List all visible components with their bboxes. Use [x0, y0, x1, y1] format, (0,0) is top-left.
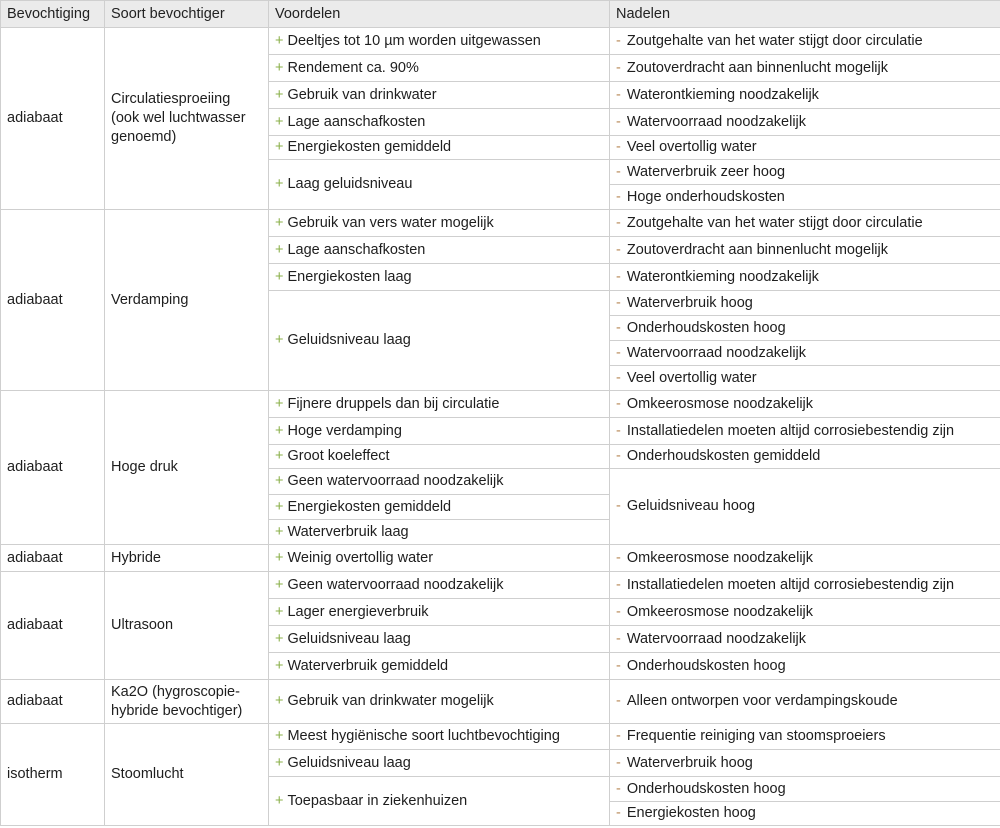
soort-cell: Circulatiesproeiing (ook wel luchtwasser genoemd): [105, 28, 269, 210]
nadeel-cell: [610, 777, 1000, 802]
voordeel-cell: [269, 160, 610, 210]
voordeel-text: Gebruik van drinkwater mogelijk: [287, 693, 494, 709]
voordeel-cell: [269, 418, 610, 445]
table-row: [1, 680, 1000, 724]
voordeel-text: Geen watervoorraad noodzakelijk: [287, 473, 504, 489]
nadeel-cell: [610, 599, 1000, 626]
nadeel-cell: [610, 545, 1000, 572]
soort-cell: Hybride: [105, 545, 269, 572]
nadeel-text: Onderhoudskosten hoog: [626, 319, 786, 336]
voordeel-text: Geluidsniveau laag: [287, 754, 411, 771]
header-bevochtiging: Bevochtiging: [1, 1, 105, 28]
nadeel-text: Energiekosten hoog: [626, 805, 756, 821]
nadeel-cell: [610, 626, 1000, 653]
nadeel-text: Alleen ontworpen voor verdampingskoude: [626, 693, 898, 709]
voordeel-text: Geen watervoorraad noodzakelijk: [287, 576, 504, 593]
nadeel-cell: [610, 445, 1000, 469]
nadeel-cell: [610, 750, 1000, 777]
voordeel-text: Groot koeleffect: [287, 448, 390, 464]
nadeel-cell: [610, 802, 1000, 826]
minus-icon: -: [616, 59, 621, 76]
header-row: [1, 1, 1000, 28]
voordeel-text: Lage aanschafkosten: [287, 241, 426, 258]
nadeel-cell: [610, 572, 1000, 599]
nadeel-text: Onderhoudskosten hoog: [626, 657, 786, 674]
nadeel-cell: [610, 316, 1000, 341]
nadeel-cell: [610, 366, 1000, 391]
plus-icon: +: [275, 693, 284, 709]
minus-icon: -: [616, 805, 621, 821]
minus-icon: -: [616, 86, 621, 103]
voordeel-text: Meest hygiënische soort luchtbevochtiging: [287, 728, 560, 744]
plus-icon: +: [275, 630, 284, 647]
voordeel-text: Lager energieverbruik: [287, 603, 429, 620]
voordeel-cell: [269, 82, 610, 109]
nadeel-cell: [610, 237, 1000, 264]
plus-icon: +: [275, 422, 284, 439]
nadeel-cell: [610, 82, 1000, 109]
voordeel-cell: [269, 599, 610, 626]
voordeel-cell: [269, 495, 610, 520]
nadeel-cell: [610, 160, 1000, 185]
nadeel-cell: [610, 210, 1000, 237]
minus-icon: -: [616, 163, 621, 180]
nadeel-cell: [610, 391, 1000, 418]
minus-icon: -: [616, 188, 621, 205]
plus-icon: +: [275, 59, 284, 76]
header-voordelen: Voordelen: [269, 1, 610, 28]
plus-icon: +: [275, 549, 284, 566]
voordeel-text: Deeltjes tot 10 µm worden uitgewassen: [287, 32, 541, 49]
nadeel-text: Installatiedelen moeten altijd corrosiebestendig zijn: [626, 422, 955, 439]
voordeel-text: Toepasbaar in ziekenhuizen: [287, 792, 468, 809]
nadeel-text: Zoutgehalte van het water stijgt door circulatie: [626, 214, 923, 231]
nadeel-text: Omkeerosmose noodzakelijk: [626, 395, 814, 412]
plus-icon: +: [275, 523, 284, 540]
plus-icon: +: [275, 268, 284, 285]
plus-icon: +: [275, 728, 284, 744]
voordeel-text: Geluidsniveau laag: [287, 630, 411, 647]
minus-icon: -: [616, 780, 621, 797]
plus-icon: +: [275, 332, 284, 348]
minus-icon: -: [616, 294, 621, 311]
soort-cell: Ultrasoon: [105, 572, 269, 680]
voordeel-text: Hoge verdamping: [287, 422, 402, 439]
voordeel-cell: [269, 109, 610, 136]
nadeel-text: Zoutoverdracht aan binnenlucht mogelijk: [626, 241, 888, 258]
plus-icon: +: [275, 139, 284, 155]
plus-icon: +: [275, 395, 284, 412]
voordeel-cell: [269, 291, 610, 391]
plus-icon: +: [275, 792, 284, 809]
nadeel-text: Watervoorraad noodzakelijk: [626, 630, 807, 647]
soort-cell: Hoge druk: [105, 391, 269, 545]
table-row: [1, 210, 1000, 237]
nadeel-cell: [610, 724, 1000, 750]
minus-icon: -: [616, 657, 621, 674]
minus-icon: -: [616, 113, 621, 130]
nadeel-text: Zoutoverdracht aan binnenlucht mogelijk: [626, 59, 888, 76]
voordeel-cell: [269, 391, 610, 418]
nadeel-text: Waterverbruik hoog: [626, 754, 753, 771]
plus-icon: +: [275, 113, 284, 130]
voordeel-text: Rendement ca. 90%: [287, 59, 419, 76]
voordeel-cell: [269, 210, 610, 237]
minus-icon: -: [616, 549, 621, 566]
voordeel-text: Energiekosten gemiddeld: [287, 139, 452, 155]
nadeel-cell: [610, 136, 1000, 160]
nadeel-cell: [610, 341, 1000, 366]
voordeel-text: Gebruik van drinkwater: [287, 86, 437, 103]
minus-icon: -: [616, 395, 621, 412]
nadeel-text: Waterontkieming noodzakelijk: [626, 268, 819, 285]
nadeel-text: Veel overtollig water: [626, 139, 757, 155]
voordeel-text: Waterverbruik gemiddeld: [287, 657, 449, 674]
voordeel-cell: [269, 237, 610, 264]
nadeel-cell: [610, 418, 1000, 445]
plus-icon: +: [275, 448, 284, 464]
voordeel-cell: [269, 469, 610, 495]
nadeel-cell: [610, 264, 1000, 291]
voordeel-text: Waterverbruik laag: [287, 523, 409, 540]
plus-icon: +: [275, 473, 284, 489]
bevochtiging-cell: adiabaat: [1, 210, 105, 391]
plus-icon: +: [275, 32, 284, 49]
voordeel-cell: [269, 680, 610, 724]
nadeel-text: Omkeerosmose noodzakelijk: [626, 549, 814, 566]
nadeel-text: Waterverbruik zeer hoog: [626, 163, 786, 180]
minus-icon: -: [616, 498, 621, 514]
nadeel-cell: [610, 55, 1000, 82]
plus-icon: +: [275, 214, 284, 231]
soort-cell: Ka2O (hygroscopie-hybride bevochtiger): [105, 680, 269, 724]
voordeel-cell: [269, 626, 610, 653]
nadeel-text: Frequentie reiniging van stoomsproeiers: [626, 728, 886, 744]
table-row: [1, 572, 1000, 599]
header-nadelen: Nadelen: [610, 1, 1000, 28]
plus-icon: +: [275, 657, 284, 674]
minus-icon: -: [616, 422, 621, 439]
bevochtiging-cell: adiabaat: [1, 572, 105, 680]
voordeel-cell: [269, 445, 610, 469]
minus-icon: -: [616, 754, 621, 771]
voordeel-cell: [269, 750, 610, 777]
voordeel-cell: [269, 724, 610, 750]
nadeel-text: Zoutgehalte van het water stijgt door circulatie: [626, 32, 923, 49]
nadeel-text: Installatiedelen moeten altijd corrosiebestendig zijn: [626, 576, 955, 593]
voordeel-text: Gebruik van vers water mogelijk: [287, 214, 494, 231]
voordeel-text: Energiekosten gemiddeld: [287, 498, 452, 515]
nadeel-text: Onderhoudskosten hoog: [626, 780, 786, 797]
plus-icon: +: [275, 498, 284, 515]
table-row: [1, 724, 1000, 750]
nadeel-text: Waterverbruik hoog: [626, 294, 753, 311]
minus-icon: -: [616, 728, 621, 744]
voordeel-cell: [269, 136, 610, 160]
nadeel-cell: [610, 28, 1000, 55]
bevochtiging-cell: adiabaat: [1, 391, 105, 545]
soort-cell: Stoomlucht: [105, 724, 269, 826]
voordeel-cell: [269, 55, 610, 82]
voordeel-text: Energiekosten laag: [287, 268, 412, 285]
minus-icon: -: [616, 319, 621, 336]
voordeel-text: Lage aanschafkosten: [287, 113, 426, 130]
plus-icon: +: [275, 86, 284, 103]
bevochtiging-cell: adiabaat: [1, 680, 105, 724]
nadeel-text: Veel overtollig water: [626, 369, 757, 386]
minus-icon: -: [616, 448, 621, 464]
minus-icon: -: [616, 369, 621, 386]
nadeel-cell: [610, 185, 1000, 210]
nadeel-cell: [610, 469, 1000, 545]
nadeel-text: Watervoorraad noodzakelijk: [626, 344, 807, 361]
soort-cell: Verdamping: [105, 210, 269, 391]
nadeel-text: Geluidsniveau hoog: [626, 498, 756, 514]
voordeel-text: Fijnere druppels dan bij circulatie: [287, 395, 500, 412]
bevochtiging-cell: adiabaat: [1, 545, 105, 572]
minus-icon: -: [616, 241, 621, 258]
nadeel-cell: [610, 680, 1000, 724]
minus-icon: -: [616, 214, 621, 231]
voordeel-cell: [269, 520, 610, 545]
voordeel-cell: [269, 28, 610, 55]
nadeel-cell: [610, 109, 1000, 136]
minus-icon: -: [616, 268, 621, 285]
minus-icon: -: [616, 344, 621, 361]
plus-icon: +: [275, 754, 284, 771]
minus-icon: -: [616, 32, 621, 49]
voordeel-text: Geluidsniveau laag: [287, 332, 411, 348]
minus-icon: -: [616, 139, 621, 155]
table-row: [1, 28, 1000, 55]
voordeel-cell: [269, 264, 610, 291]
plus-icon: +: [275, 603, 284, 620]
table-row: [1, 391, 1000, 418]
nadeel-text: Watervoorraad noodzakelijk: [626, 113, 807, 130]
voordeel-cell: [269, 653, 610, 680]
nadeel-text: Waterontkieming noodzakelijk: [626, 86, 819, 103]
nadeel-cell: [610, 291, 1000, 316]
voordeel-text: Weinig overtollig water: [287, 549, 434, 566]
nadeel-text: Omkeerosmose noodzakelijk: [626, 603, 814, 620]
table-row: [1, 545, 1000, 572]
bevochtiging-cell: adiabaat: [1, 28, 105, 210]
nadeel-text: Onderhoudskosten gemiddeld: [626, 448, 821, 464]
plus-icon: +: [275, 241, 284, 258]
plus-icon: +: [275, 176, 284, 192]
voordeel-text: Laag geluidsniveau: [287, 176, 413, 192]
nadeel-cell: [610, 653, 1000, 680]
minus-icon: -: [616, 603, 621, 620]
minus-icon: -: [616, 576, 621, 593]
minus-icon: -: [616, 693, 621, 709]
bevochtiging-cell: isotherm: [1, 724, 105, 826]
voordeel-cell: [269, 777, 610, 826]
plus-icon: +: [275, 576, 284, 593]
voordeel-cell: [269, 572, 610, 599]
minus-icon: -: [616, 630, 621, 647]
header-soort: Soort bevochtiger: [105, 1, 269, 28]
voordeel-cell: [269, 545, 610, 572]
nadeel-text: Hoge onderhoudskosten: [626, 188, 785, 205]
